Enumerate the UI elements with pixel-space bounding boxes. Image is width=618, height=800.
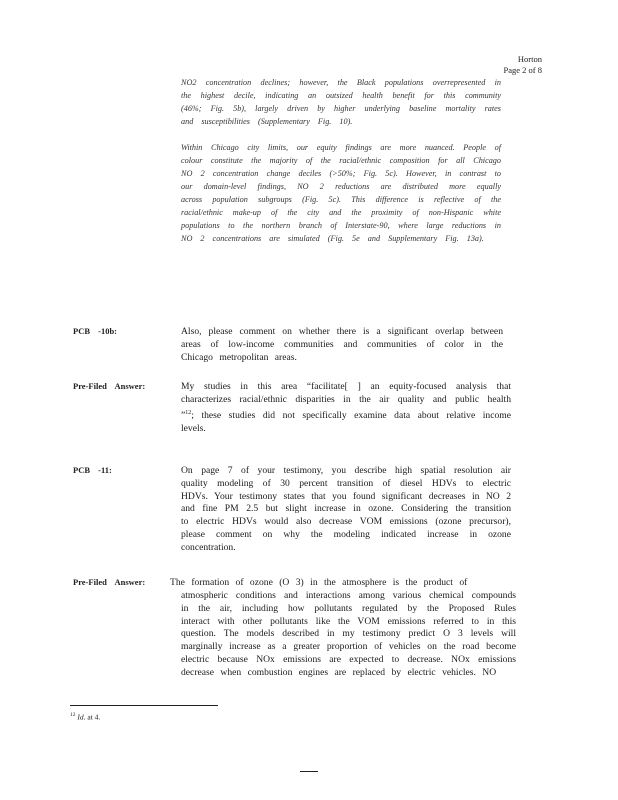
qa-text-answer-2: atmospheric conditions and interactions among various chemical compounds in the air, including how pollutants regulated by the Proposed Rules interact with other pollutants like the VOM emissions referred to in this question. The models described in my testimony predict O 3 levels will marginally increase as a greater proportion of vehicles on the road become electric because NOx emissions are expected to decrease. NOx emissions decrease when combustion engines are replaced by electric vehicles. NO <box>181 590 516 678</box>
qa-label-pcb-10b: PCB -10b: <box>73 326 118 336</box>
quote-paragraph-2: Within Chicago city limits, our equity findings are more nuanced. People of colour constitute the majority of the racial/ethnic composition for all Chicago NO 2 concentration change deciles (>50%; Fig. 5c). However, in contrast to our domain-level findings, NO 2 reductions are distributed more equally across population subgroups (Fig. 5c). This difference is reflective of the racial/ethnic make-up of the city and the proximity of non-Hispanic white populations to the northern branch of Interstate-90, where large reductions in NO 2 concentrations are simulated (Fig. 5e and Supplementary Fig. 13a). <box>181 143 501 243</box>
qa-text-answer-2-first: The formation of ozone (O 3) in the atmosphere is the product of <box>170 577 468 588</box>
header-page-number: Page 2 of 8 <box>503 65 542 75</box>
qa-label-answer-2: Pre-Filed Answer: <box>73 577 146 587</box>
footnote-text: at 4. <box>87 712 101 722</box>
qa-text-pcb-11: On page 7 of your testimony, you describe high spatial resolution air quality modeling of 30 percent transition of diesel HDVs to electric HDVs. Your testimony states that you found significant decreases in NO 2 and fine PM 2.5 but slight increase in ozone. Considering the transition to electric HDVs would also decrease VOM emissions (ozone precursor), please comment on why the modeling indicated increase in ozone concentration. <box>181 465 511 553</box>
quote-paragraph-1: NO2 concentration declines; however, the Black populations overrepresented in the highest decile, indicating an outsized health benefit for this community (46%; Fig. 5b), largely driven by higher underlying baseline mortality rates and susceptibilities (Supplementary Fig. 10). <box>181 78 501 126</box>
qa-label-answer-1: Pre-Filed Answer: <box>73 381 146 391</box>
block-quote <box>181 76 501 258</box>
qa-text-pcb-10b: Also, please comment on whether there is a significant overlap between areas of low-income communities and communities of color in the Chicago metropolitan areas. <box>181 326 503 363</box>
answer-1-text-end: ; these studies did not specifically examine data about relative income levels. <box>181 409 511 434</box>
page-header <box>504 54 542 76</box>
header-author: Horton <box>517 54 542 64</box>
footnote-divider <box>70 705 218 706</box>
qa-text-answer-1 <box>181 381 511 435</box>
footnote-ref: 12 <box>185 409 192 416</box>
footnote-cite: Id. <box>77 712 86 722</box>
qa-label-pcb-11: PCB -11: <box>73 465 112 475</box>
answer-1-text: My studies in this area “facilitate[ ] an equity-focused analysis that characterizes racial/ethnic disparities in the air quality and public health ” <box>181 381 511 421</box>
page-bottom-mark <box>300 771 318 772</box>
footnote-number: 12 <box>70 712 76 718</box>
footnote <box>70 712 100 722</box>
